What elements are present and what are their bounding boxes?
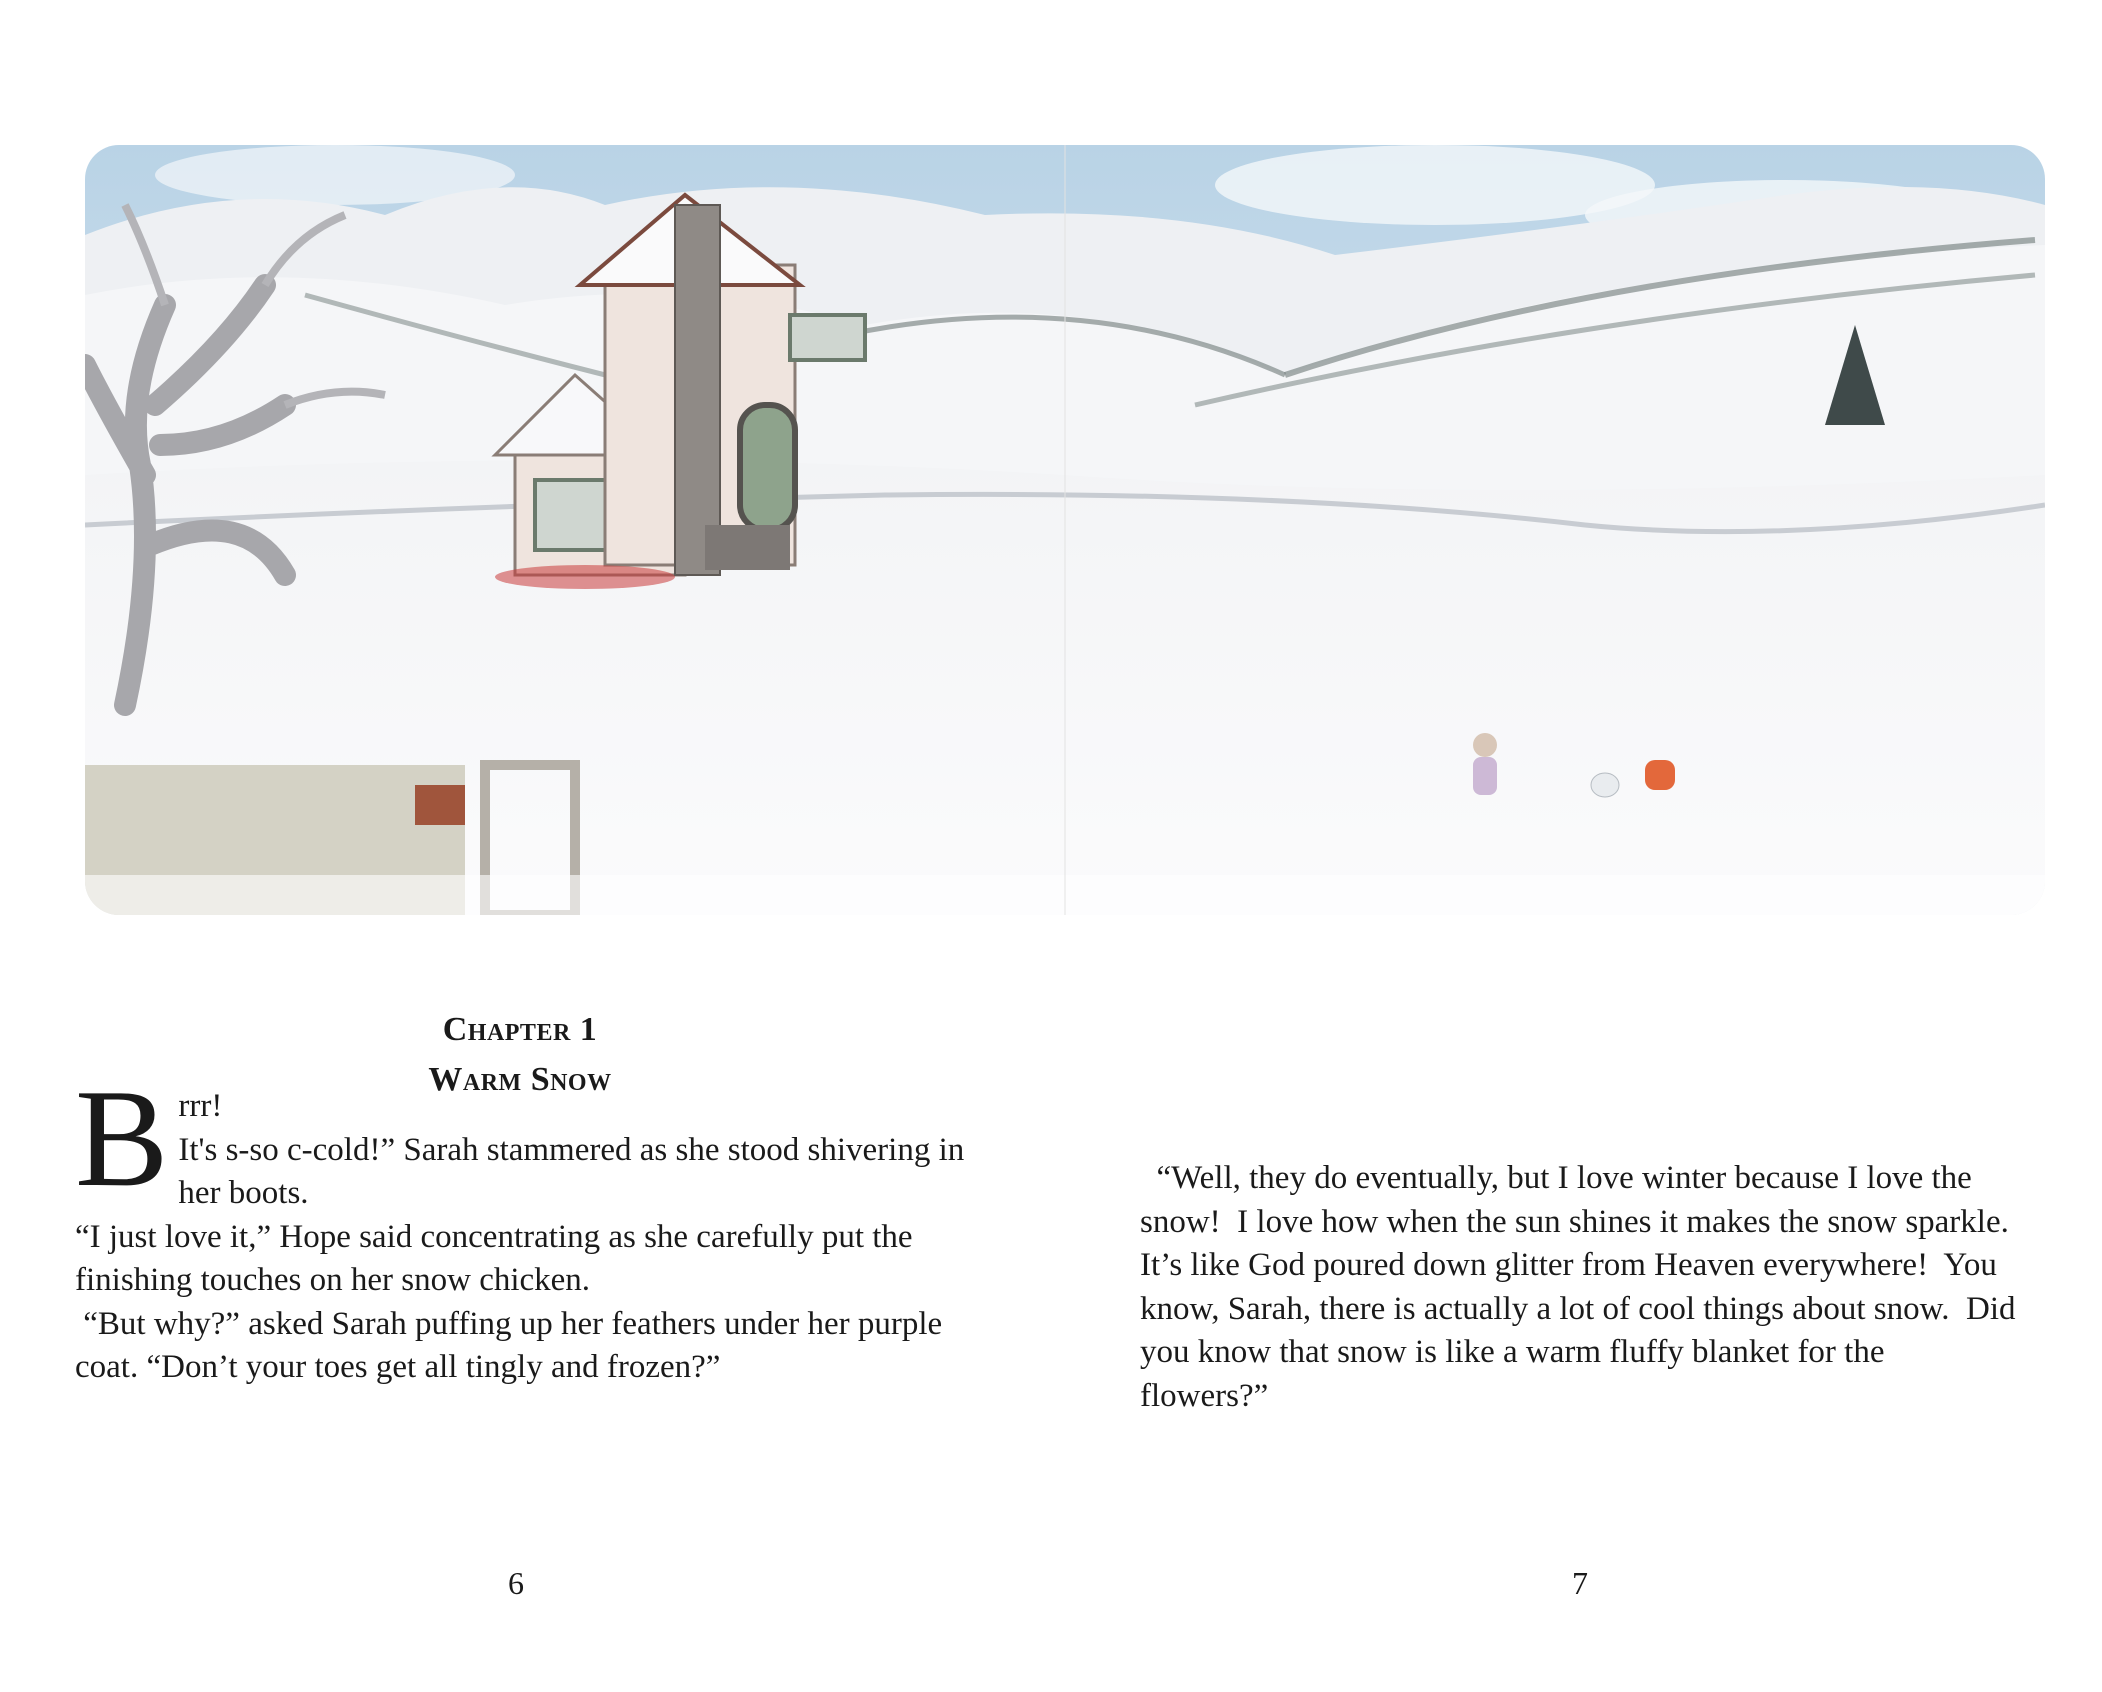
chapter-label: Chapter 1 (442, 1011, 598, 1048)
winter-landscape-icon (85, 145, 2045, 915)
page-number-left: 6 (508, 1565, 524, 1601)
chapter-title: Warm Snow (428, 1061, 612, 1098)
paragraph: “I just love it,” Hope said concentrating as she carefully put the finishing touches on her snow chicken. (75, 1218, 913, 1298)
right-page-text (1140, 1157, 2026, 1418)
paragraph: rrr! (178, 1088, 223, 1124)
drop-cap: B (75, 1061, 169, 1216)
page-number-right: 7 (1572, 1565, 1588, 1601)
winter-landscape-illustration (85, 145, 2045, 915)
paragraph: “Well, they do eventually, but I love winter because I love the snow! I love how when the sun shines it makes the snow sparkle. It’s like God poured down glitter from Heaven everywhere! You know, Sarah, there is actually a lot of cool things about snow. Did you know that snow is like a warm fluffy blanket for the flowers?” (1140, 1160, 2026, 1414)
paragraph: “But why?” asked Sarah puffing up her feathers under her purple coat. “Don’t your toes get all tingly and frozen?” (75, 1305, 951, 1385)
paragraph: It's s-so c-cold!” Sarah stammered as she stood shivering in her boots. (178, 1131, 965, 1211)
